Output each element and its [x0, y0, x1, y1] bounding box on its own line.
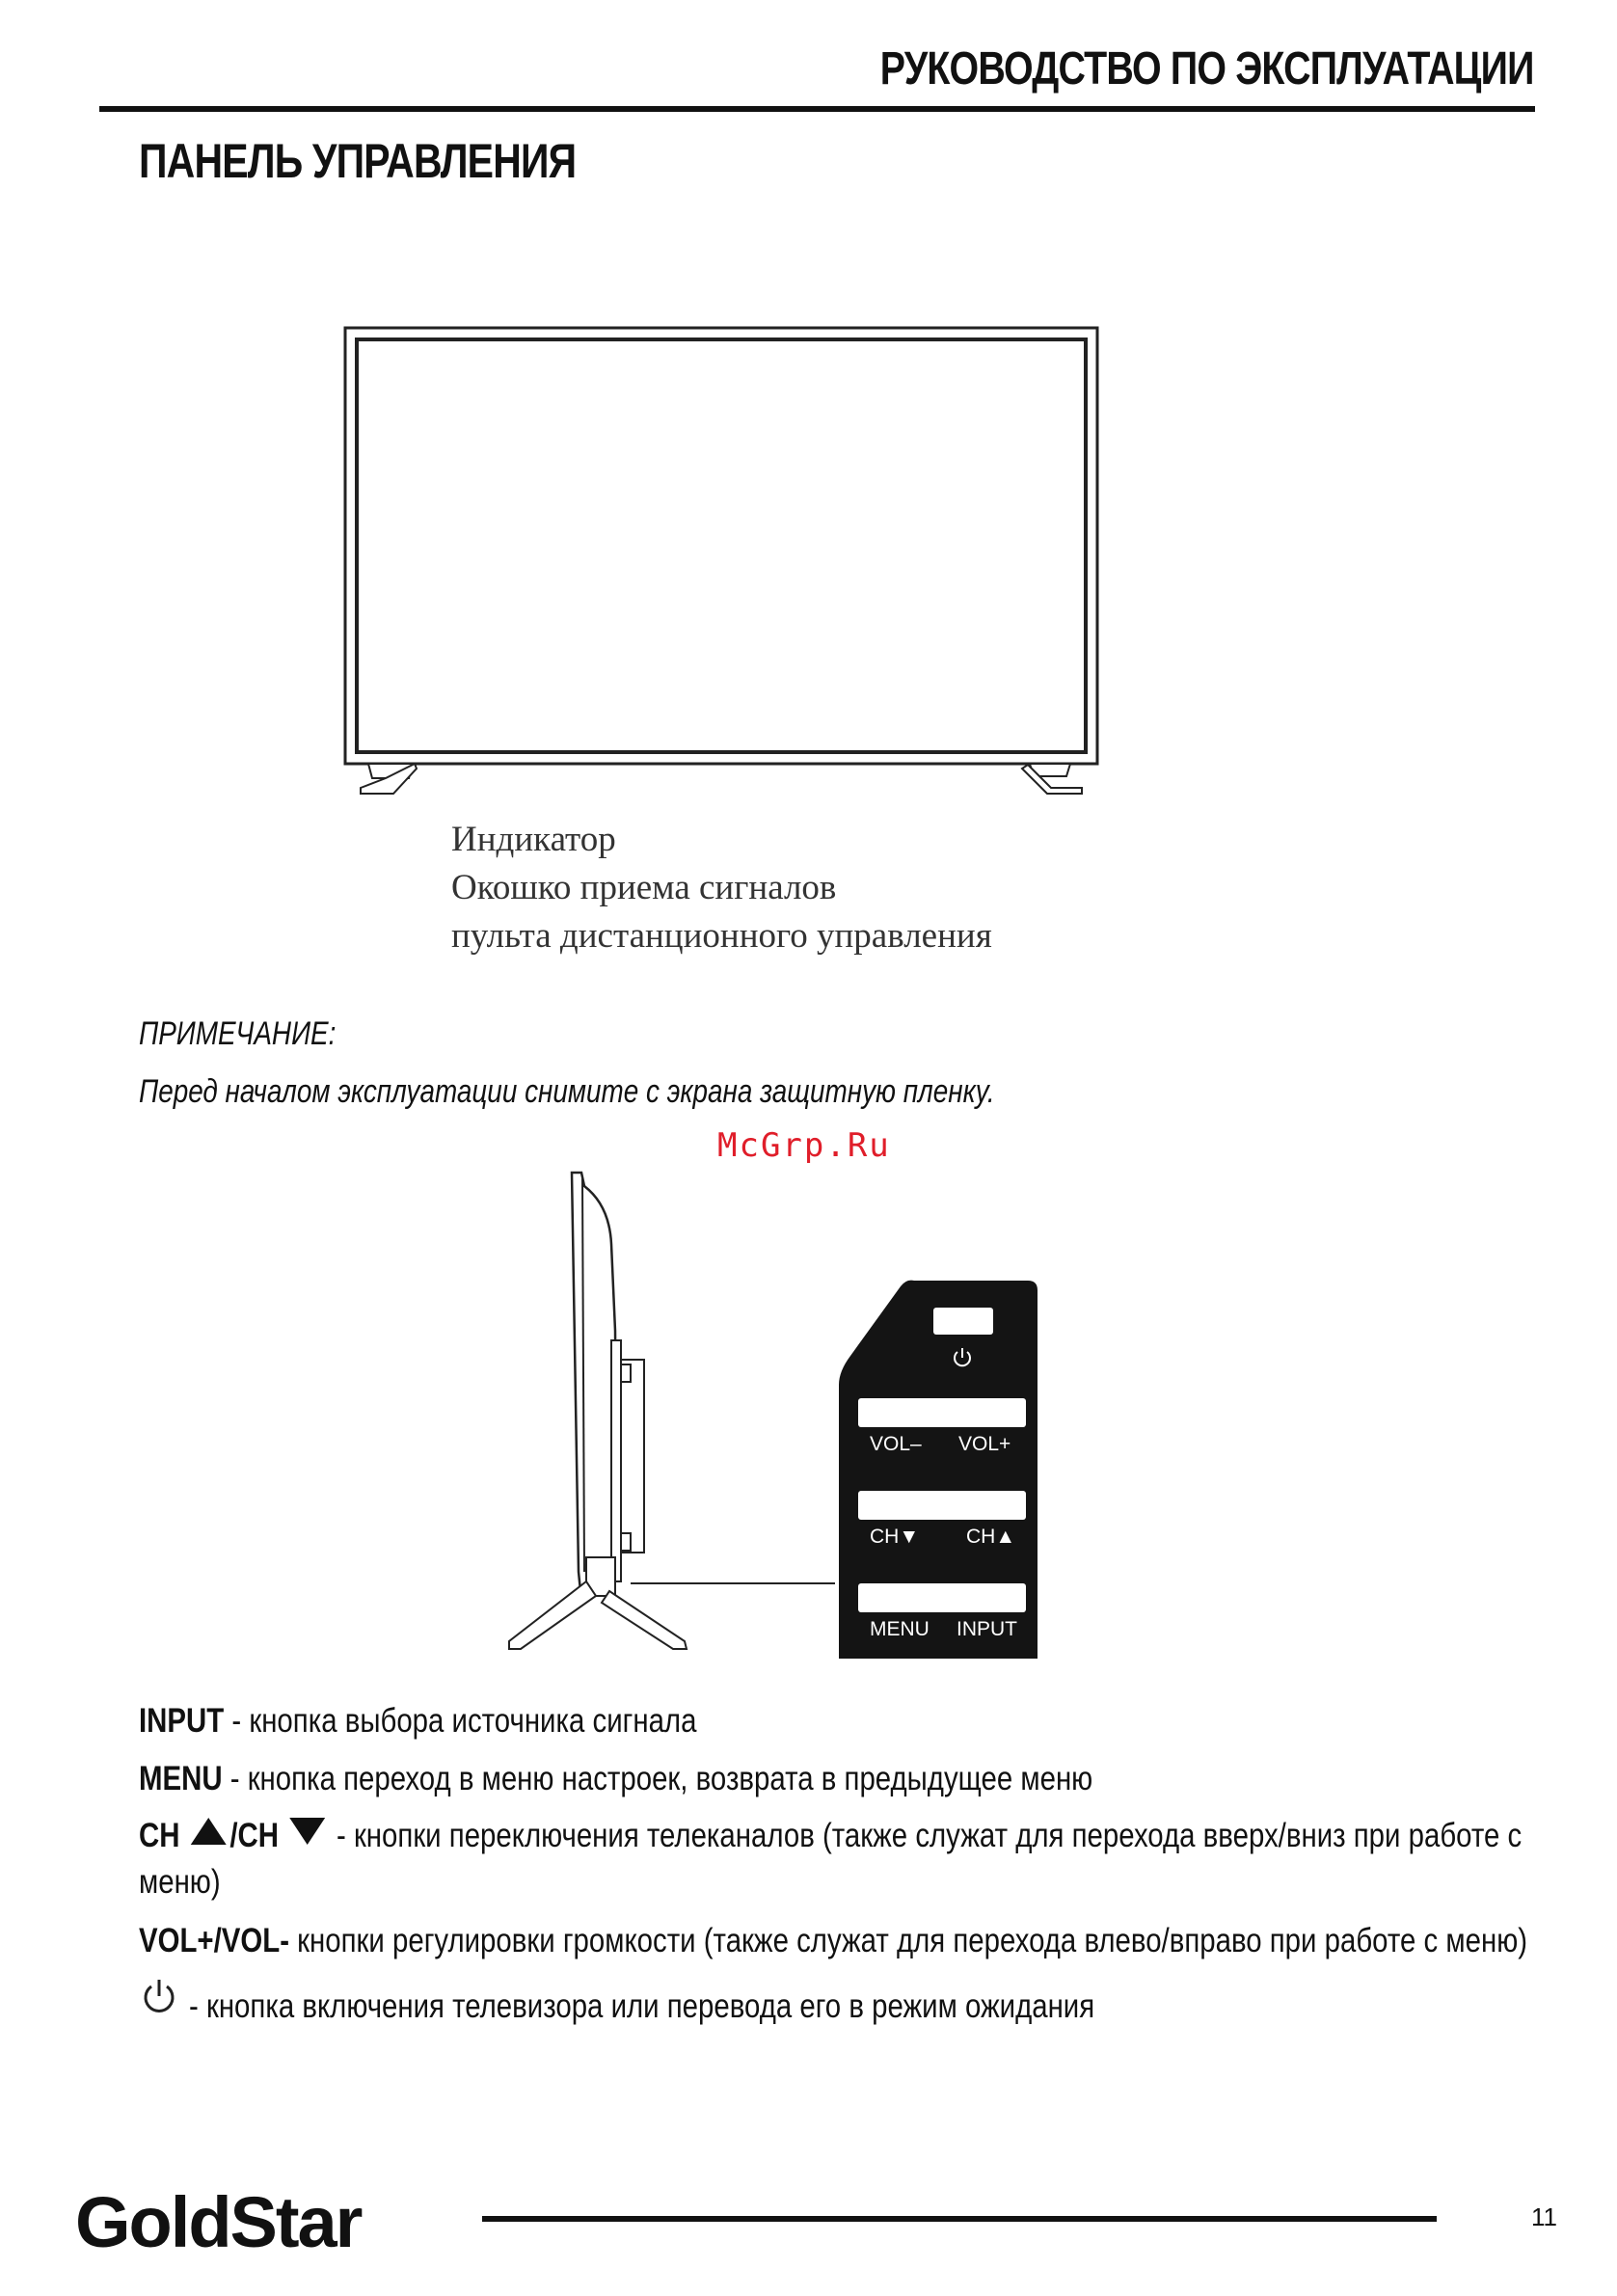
desc-power-icon-wrap — [141, 1977, 177, 2020]
desc-ch-key-up: CH — [139, 1817, 180, 1854]
tv-front-illustration — [337, 323, 1099, 805]
desc-vol-text: кнопки регулировки громкости (также служат для перехода влево/вправо при работе с меню) — [289, 1922, 1528, 1959]
legend-remote: пульта дистанционного управления — [451, 916, 992, 956]
desc-power-text: - кнопка включения телевизора или перевода его в режим ожидания — [189, 1987, 1095, 2025]
power-icon — [951, 1346, 974, 1369]
triangle-up-icon — [191, 1818, 227, 1845]
section-title: ПАНЕЛЬ УПРАВЛЕНИЯ — [139, 134, 577, 188]
desc-ch-text: - кнопки переключения телеканалов (также служат для перехода вверх/вниз при работе с меню) — [139, 1817, 1523, 1901]
desc-ch-key-down: /CH — [229, 1817, 279, 1854]
tv-screen — [357, 339, 1086, 752]
tv-right-stand — [1022, 764, 1082, 794]
indicator-window — [933, 1308, 993, 1335]
desc-menu — [139, 1757, 1092, 1801]
manual-title: РУКОВОДСТВО ПО ЭКСПЛУАТАЦИИ — [880, 43, 1534, 95]
menu-label: MENU — [870, 1618, 930, 1640]
header-divider — [99, 106, 1535, 112]
tv-left-stand — [361, 764, 417, 794]
control-panel — [837, 1279, 1038, 1659]
desc-menu-text: - кнопка переход в меню настроек, возврата в предыдущее меню — [222, 1760, 1093, 1797]
ch-button-strip[interactable] — [858, 1491, 1026, 1520]
input-label: INPUT — [957, 1618, 1017, 1640]
legend-indicator: Индикатор — [451, 820, 616, 859]
indicator-legend — [451, 816, 992, 960]
watermark: McGrp.Ru — [717, 1126, 891, 1165]
desc-vol-key: VOL+/VOL- — [139, 1922, 290, 1959]
desc-input — [139, 1699, 696, 1743]
note-text: Перед началом эксплуатации снимите с экрана защитную пленку. — [139, 1073, 995, 1110]
ch-up-label: CH▲ — [966, 1526, 1016, 1548]
desc-input-text: - кнопка выбора источника сигнала — [224, 1702, 697, 1740]
page-number: 11 — [1531, 2202, 1557, 2231]
desc-input-key: INPUT — [139, 1702, 225, 1740]
desc-ch — [139, 1813, 1604, 1905]
vol-plus-label: VOL+ — [958, 1433, 1011, 1455]
triangle-down-icon — [290, 1818, 326, 1845]
ch-down-label: CH▼ — [870, 1526, 920, 1548]
menu-input-strip[interactable] — [858, 1583, 1026, 1612]
vol-button-strip[interactable] — [858, 1398, 1026, 1427]
desc-power — [189, 1985, 1094, 2029]
note-heading: ПРИМЕЧАНИЕ: — [139, 1015, 337, 1052]
legend-ir-window: Окошко приема сигналов — [451, 868, 837, 907]
brand-logo: GoldStar — [75, 2182, 362, 2262]
desc-vol — [139, 1919, 1527, 1963]
footer-divider — [482, 2216, 1437, 2222]
desc-menu-key: MENU — [139, 1760, 223, 1797]
vol-minus-label: VOL– — [870, 1433, 922, 1455]
power-icon — [141, 1977, 177, 2015]
